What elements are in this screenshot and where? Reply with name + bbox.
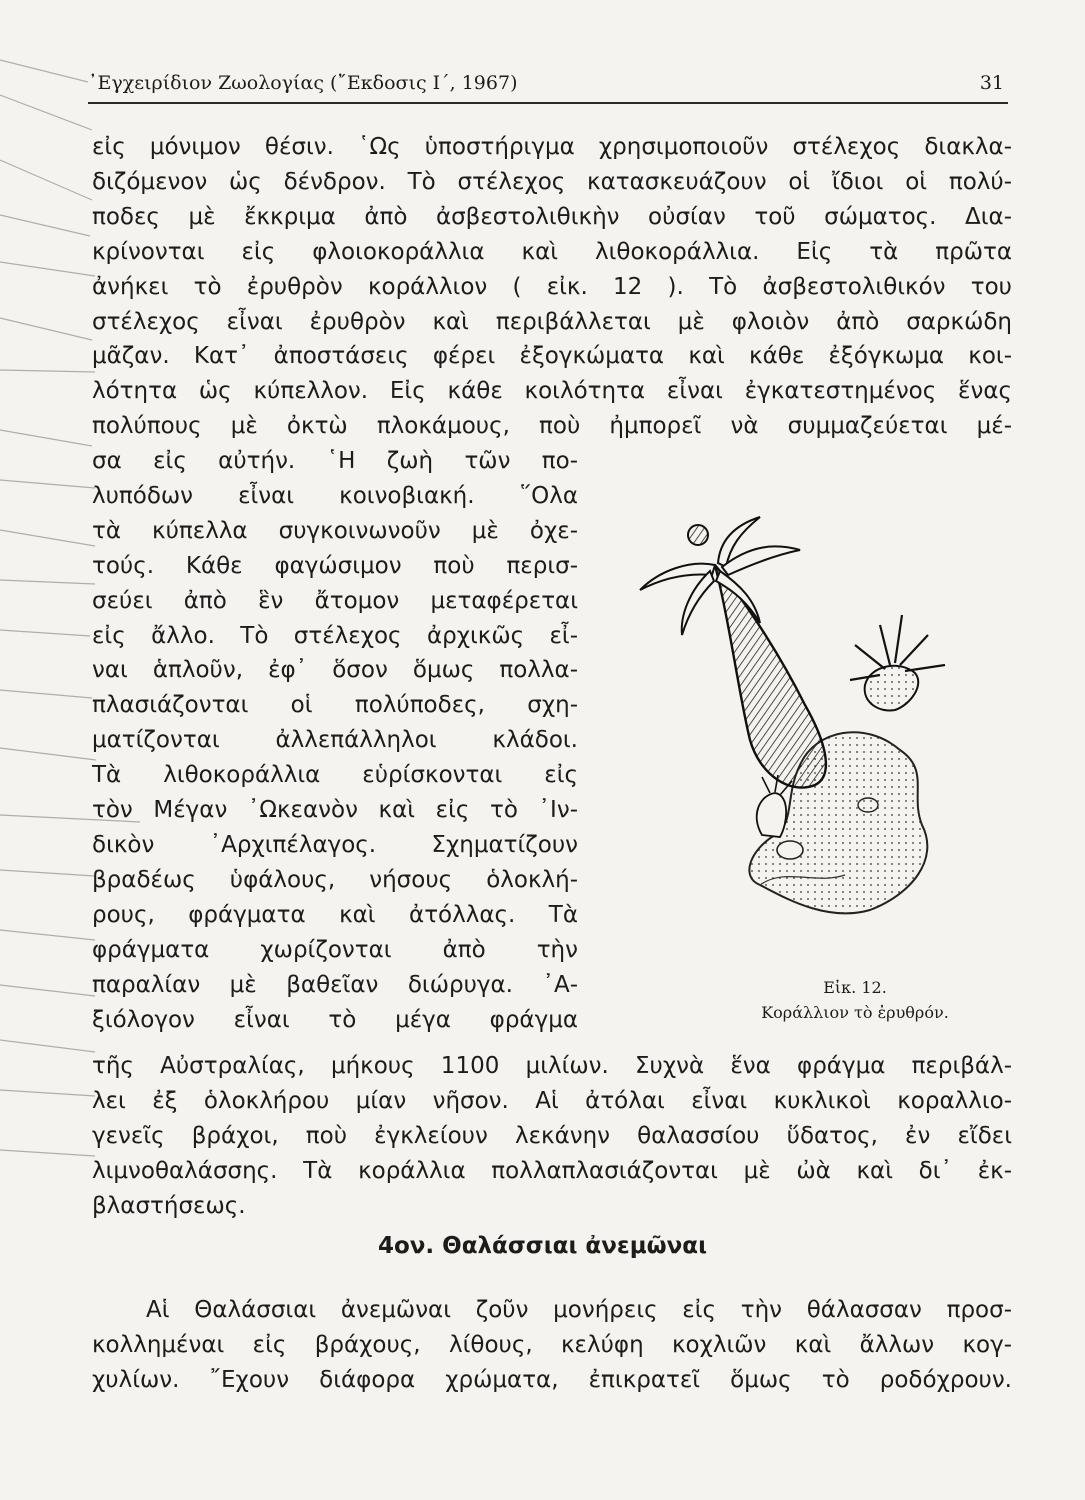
paragraph-coral-column [92, 444, 578, 1037]
text-line: εἰς ἄλλο. Τὸ στέλεχος ἀρχικῶς εἶ- [92, 622, 578, 649]
text-line: βραδέως ὑφάλους, νήσους ὁλοκλή- [92, 866, 578, 893]
text-line: ματίζονται ἀλλεπάλληλοι κλάδοι. [92, 727, 578, 754]
text-line: σα εἰς αὐτήν. ῾Η ζωὴ τῶν πο- [92, 448, 578, 474]
text-line: κρίνονται εἰς φλοιοκοράλλια καὶ λιθοκοράλλια. Εἰς τὰ πρῶτα [92, 238, 1012, 265]
text-line: πλασιάζονται οἱ πολύποδες, σχη- [92, 692, 578, 719]
text-line: Τὰ λιθοκοράλλια εὑρίσκονται εἰς [92, 762, 578, 789]
text-line: τούς. Κάθε φαγώσιμον ποὺ περισ- [92, 552, 578, 579]
figure-caption-text: Κοράλλιον τὸ ἐρυθρόν. [761, 1003, 949, 1022]
text-line: ρους, φράγματα καὶ ἀτόλλας. Τὰ [92, 901, 578, 928]
header-title: ᾿Εγχειρίδιον Ζωολογίας (῎Εκδοσις Ι΄, 1967) [88, 72, 518, 94]
figure-label: Εἰκ. 12. [823, 978, 887, 997]
paragraph-anemones [92, 1293, 1012, 1398]
red-coral-illustration [610, 505, 990, 915]
text-line: κολλημέναι εἰς βράχους, λίθους, κελύφη κοχλιῶν καὶ ἄλλων κογ- [92, 1331, 1012, 1358]
paragraph-coral-stem [92, 130, 1012, 444]
text-line: λει ἐξ ὁλοκλήρου μίαν νῆσον. Αἱ ἀτόλαι εἶναι κυκλικοὶ κοραλλιο- [92, 1087, 1012, 1114]
text-line: τῆς Αὐστραλίας, μήκους 1100 μιλίων. Συχνὰ ἕνα φράγμα περιβάλ- [92, 1053, 1012, 1079]
text-line: διζόμενον ὡς δένδρον. Τὸ στέλεχος κατασκευάζουν οἱ ἴδιοι οἱ πολύ- [92, 168, 1012, 195]
text-line: φράγματα χωρίζονται ἀπὸ τὴν [92, 936, 578, 963]
text-line: λιμνοθαλάσσης. Τὰ κοράλλια πολλαπλασιάζονται μὲ ὠὰ καὶ δι᾿ ἐκ- [92, 1157, 1012, 1184]
text-line: λότητα ὡς κύπελλον. Εἰς κάθε κοιλότητα εἶναι ἐγκατεστημένος ἕνας [92, 378, 1012, 405]
text-line: σεύει ἀπὸ ἓν ἄτομον μεταφέρεται [92, 587, 578, 614]
text-line: ἀνήκει τὸ ἐρυθρὸν κοράλλιον ( εἰκ. 12 ). Τὸ ἀσβεστολιθικόν του [92, 273, 1012, 300]
figure-caption [720, 975, 990, 1025]
text-line: βλαστήσεως. [92, 1192, 246, 1219]
text-line: παραλίαν μὲ βαθεῖαν διώρυγα. ᾿Α- [92, 971, 578, 998]
text-line: τὸν Μέγαν ᾿Ωκεανὸν καὶ εἰς τὸ ᾿Ιν- [92, 797, 578, 824]
page-number: 31 [979, 72, 1004, 94]
text-line: λυπόδων εἶναι κοινοβιακή. ῞Ολα [92, 482, 578, 509]
text-line: γενεῖς βράχοι, ποὺ ἐγκλείουν λεκάνην θαλασσίου ὕδατος, ἐν εἴδει [92, 1122, 1012, 1149]
text-line: ναι ἁπλοῦν, ἐφ᾿ ὅσον ὅμως πολλα- [92, 657, 578, 684]
text-line: εἰς μόνιμον θέσιν. ῾Ως ὑποστήριγμα χρησιμοποιοῦν στέλεχος διακλα- [92, 134, 1012, 160]
text-line: δικὸν ᾿Αρχιπέλαγος. Σχηματίζουν [92, 831, 578, 858]
running-header [88, 66, 1008, 104]
section-heading: 4ον. Θαλάσσιαι ἀνεμῶναι [377, 1233, 708, 1259]
text-line: Αἱ Θαλάσσιαι ἀνεμῶναι ζοῦν μονήρεις εἰς τὴν θάλασσαν προσ- [146, 1297, 1012, 1323]
text-line: στέλεχος εἶναι ἐρυθρὸν καὶ περιβάλλεται μὲ φλοιὸν ἀπὸ σαρκώδη [92, 308, 1012, 335]
text-line: μᾶζαν. Κατ᾿ ἀποστάσεις φέρει ἐξογκώματα καὶ κάθε ἐξόγκωμα κοι- [92, 343, 1012, 370]
text-line: ποδες μὲ ἔκκριμα ἀπὸ ἀσβεστολιθικὴν οὐσίαν τοῦ σώματος. Δια- [92, 203, 1012, 230]
paragraph-atolls [92, 1049, 1012, 1224]
text-line: τὰ κύπελλα συγκοινωνοῦν μὲ ὀχε- [92, 517, 578, 544]
text-line: ξιόλογον εἶναι τὸ μέγα φράγμα [92, 1006, 578, 1033]
text-line: χυλίων. ῎Εχουν διάφορα χρώματα, ἐπικρατεῖ ὅμως τὸ ροδόχρουν. [92, 1366, 1012, 1393]
text-line: πολύπους μὲ ὀκτὼ πλοκάμους, ποὺ ἠμπορεῖ νὰ συμμαζεύεται μέ- [92, 413, 1012, 440]
